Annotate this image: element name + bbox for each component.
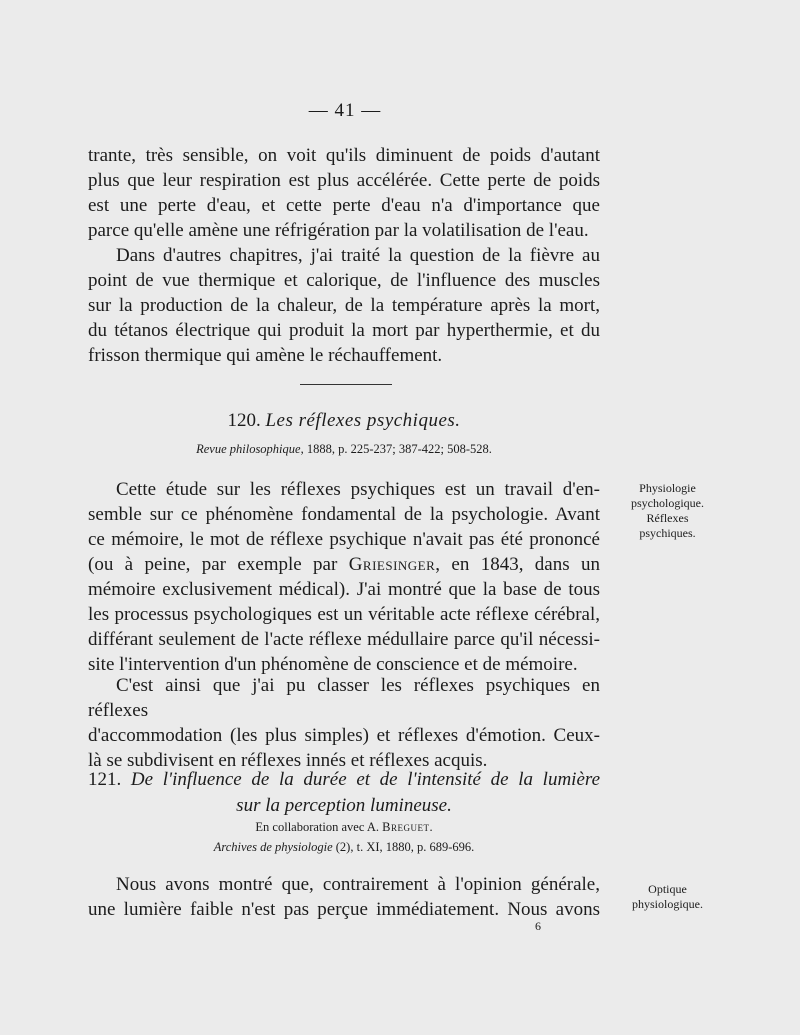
text-line: sur la production de la chaleur, de la température après la mort, (88, 295, 600, 316)
collab-prefix: En collaboration avec A. (255, 820, 383, 834)
text-line: Nous avons montré que, contrairement à l'opinion générale, (116, 874, 600, 895)
reference-journal: Revue philosophique (196, 442, 301, 456)
text-line: est une perte d'eau, et cette perte d'eau n'a d'importance que (88, 195, 600, 216)
text-line: plus que leur respiration est plus accélérée. Cette perte de poids (88, 170, 600, 191)
signature-mark: 6 (535, 919, 541, 933)
text-line: les processus psychologiques est un véritable acte réflexe cérébral, (88, 604, 600, 625)
paragraph-4 (88, 673, 600, 773)
margin-note-line: Optique (648, 882, 687, 896)
section-120-reference (88, 442, 600, 457)
text-line (88, 552, 600, 577)
text-line: du tétanos électrique qui produit la mort par hyperthermie, et du (88, 320, 600, 341)
margin-note-line: physiologique. (632, 897, 703, 911)
section-number: 121. (88, 769, 122, 790)
text-line: trante, très sensible, on voit qu'ils diminuent de poids d'autant (88, 145, 600, 166)
collaborator-name: Breguet (382, 820, 430, 834)
section-title: Les réflexes psychiques. (265, 410, 461, 431)
margin-note-line: psychologique. (631, 496, 704, 510)
paragraph-3 (88, 477, 600, 677)
section-121-title-line-2: sur la perception lumineuse. (236, 795, 452, 816)
reference-details: (2), t. XI, 1880, p. 689-696. (332, 840, 475, 854)
section-title: De l'influence de la durée et de l'intensité de la lumière (130, 769, 601, 790)
margin-note-optique-physiologique (615, 882, 720, 912)
text-line: semble sur ce phénomène fondamental de la psychologie. Avant (88, 504, 600, 525)
collab-suffix: . (429, 820, 433, 834)
reference-details: , 1888, p. 225-237; 387-422; 508-528. (300, 442, 492, 456)
text-line: frisson thermique qui amène le réchauffement. (88, 345, 443, 366)
text-line: site l'intervention d'un phénomène de conscience et de mémoire. (88, 654, 578, 675)
text-line: d'accommodation (les plus simples) et réflexes d'émotion. Ceux- (88, 725, 600, 746)
text-line: point de vue thermique et calorique, de l'influence des muscles (88, 270, 600, 291)
margin-note-line: Physiologie (639, 481, 696, 495)
text-line: Cette étude sur les réflexes psychiques est un travail d'en- (116, 479, 600, 500)
text-line: C'est ainsi que j'ai pu classer les réflexes psychiques en réflexes (88, 675, 600, 721)
text-line: différant seulement de l'acte réflexe médullaire parce qu'il nécessi- (88, 629, 600, 650)
text-fragment: (ou à peine, par exemple par (88, 554, 349, 575)
margin-note-line: psychiques. (639, 526, 696, 540)
text-line: mémoire exclusivement médical). J'ai montré que la base de tous (88, 579, 600, 600)
page-number: — 41 — (308, 100, 382, 121)
text-line: une lumière faible n'est pas perçue immédiatement. Nous avons (88, 899, 600, 920)
section-121-collaboration (88, 820, 600, 835)
section-121-title-line-1 (88, 767, 600, 793)
text-line: parce qu'elle amène une réfrigération par la volatilisation de l'eau. (88, 220, 589, 241)
paragraph-2 (88, 243, 600, 368)
text-line: ce mémoire, le mot de réflexe psychique n'avait pas été prononcé (88, 529, 600, 550)
section-121-heading (88, 767, 600, 819)
section-121-reference (88, 840, 600, 855)
section-number: 120. (227, 410, 261, 431)
section-divider (300, 384, 392, 385)
paragraph-1 (88, 143, 600, 243)
author-name: Griesinger (348, 554, 436, 575)
reference-journal: Archives de physiologie (213, 840, 333, 854)
text-fragment: , en 1843, dans un (435, 554, 600, 575)
section-120-heading (88, 410, 600, 432)
text-line: là se subdivisent en réflexes innés et réflexes acquis. (88, 750, 488, 771)
margin-note-line: Réflexes (646, 511, 689, 525)
margin-note-physiologie-psychologique (615, 481, 720, 541)
text-line: Dans d'autres chapitres, j'ai traité la question de la fièvre au (116, 245, 600, 266)
paragraph-5 (88, 872, 600, 922)
